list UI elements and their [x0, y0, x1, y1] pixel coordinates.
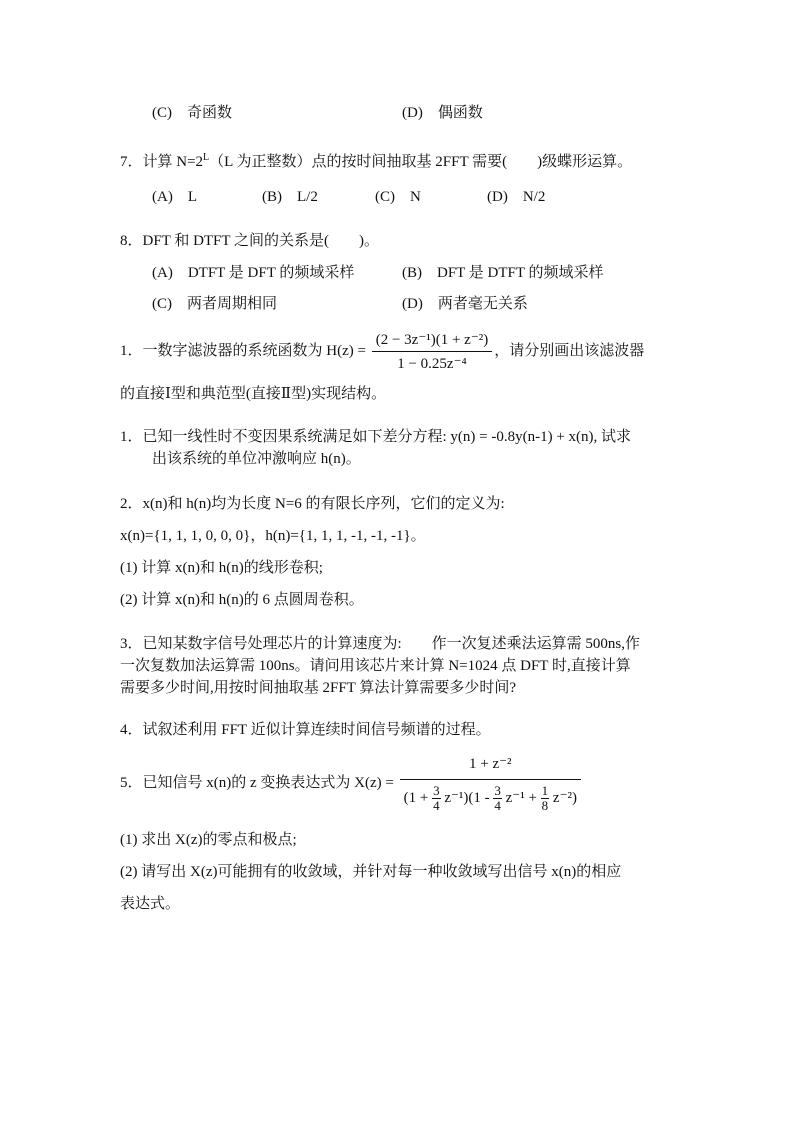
- calc-q4-line1: 4．试叙述利用 FFT 近似计算连续时间信号频谱的过程。: [120, 722, 491, 738]
- den-frac-c-den: 8: [541, 798, 549, 813]
- transfer-function-fraction: [372, 330, 493, 373]
- ztransform-fraction: [400, 754, 581, 813]
- den-frac-a-den: 4: [433, 798, 440, 813]
- den-part-d: z⁻²): [552, 789, 577, 806]
- calc-q3-line1: 3．已知某数字信号处理芯片的计算速度为: 作一次复述乘法运算需 500ns,作: [120, 636, 641, 652]
- calc-q2-line3: (1) 计算 x(n)和 h(n)的线形卷积;: [120, 560, 323, 576]
- den-part-c: z⁻¹ +: [505, 789, 537, 806]
- q8-option-c: (C) 两者周期相同: [152, 296, 277, 312]
- q7-option-b: (B) L/2: [262, 189, 318, 205]
- transfer-function-denominator: 1 − 0.25z⁻⁴: [397, 356, 467, 372]
- q7-option-c: (C) N: [375, 189, 421, 205]
- q8-option-b: (B) DFT 是 DTFT 的频域采样: [402, 265, 604, 281]
- q6-option-d: (D) 偶函数: [402, 105, 483, 121]
- den-frac-c-num: 1: [541, 783, 549, 798]
- q7-option-a: (A) L: [152, 189, 197, 205]
- calc-q2-line4: (2) 计算 x(n)和 h(n)的 6 点圆周卷积。: [120, 592, 364, 608]
- transfer-function-numerator: (2 − 3z⁻¹)(1 + z⁻²): [372, 330, 493, 352]
- q7-stem-post: （L 为正整数）点的按时间抽取基 2FFT 需要( )级蝶形运算。: [209, 154, 633, 170]
- calc-q3-line2: 一次复数加法运算需 100ns。请问用该芯片来计算 N=1024 点 DFT 时,直接计算: [120, 658, 631, 674]
- calc-q5-pre: 5．已知信号 x(n)的 z 变换表达式为 X(z) =: [120, 774, 394, 791]
- den-frac-b-den: 4: [494, 798, 501, 813]
- design-q1-line1: [120, 330, 644, 373]
- den-part-a: (1 +: [403, 789, 429, 806]
- q6-option-c: (C) 奇函数: [152, 105, 232, 121]
- q7-stem-pre: 7．计算 N=2: [120, 154, 204, 170]
- calc-q2-line1: 2．x(n)和 h(n)均为长度 N=6 的有限长序列，它们的定义为:: [120, 496, 505, 512]
- calc-q5-sub2-line1: (2) 请写出 X(z)可能拥有的收敛域，并针对每一种收敛域写出信号 x(n)的相应: [120, 864, 622, 880]
- calc-q5-sub2-line2: 表达式。: [120, 896, 181, 912]
- q7-stem: [120, 148, 632, 172]
- calc-q3-line3: 需要多少时间,用按时间抽取基 2FFT 算法计算需要多少时间?: [120, 680, 516, 696]
- calc-q2-line2: x(n)={1, 1, 1, 0, 0, 0}，h(n)={1, 1, 1, -1, -1, -1}。: [120, 528, 426, 544]
- den-frac-a-num: 3: [433, 783, 440, 798]
- calc-q1-line2: 出该系统的单位冲激响应 h(n)。: [152, 451, 361, 467]
- q8-option-d: (D) 两者毫无关系: [402, 296, 528, 312]
- q8-option-a: (A) DTFT 是 DFT 的频域采样: [152, 265, 355, 281]
- calc-q1-line1: 1．已知一线性时不变因果系统满足如下差分方程: y(n) = -0.8y(n-1) + x(n), 试求: [120, 429, 632, 445]
- calc-q5-line1: [120, 754, 583, 813]
- ztransform-denominator: [400, 780, 581, 813]
- calc-q5-sub1: (1) 求出 X(z)的零点和极点;: [120, 832, 297, 848]
- den-frac-b-num: 3: [494, 783, 501, 798]
- design-q1-pre: 1．一数字滤波器的系统函数为 H(z) =: [120, 342, 366, 359]
- q7-stem-sup: L: [203, 152, 210, 163]
- den-part-b: z⁻¹)(1 -: [444, 789, 490, 806]
- den-frac-1-8: [541, 784, 550, 813]
- q7-option-d: (D) N/2: [487, 189, 546, 205]
- den-frac-3-4-b: [493, 784, 502, 813]
- design-q1-post: ，请分别画出该滤波器: [494, 342, 645, 359]
- q8-stem: 8．DFT 和 DTFT 之间的关系是( )。: [120, 233, 380, 249]
- den-frac-3-4-a: [432, 784, 441, 813]
- design-q1-line2: 的直接Ⅰ型和典范型(直接Ⅱ型)实现结构。: [120, 386, 387, 402]
- ztransform-numerator: 1 + z⁻²: [400, 754, 581, 780]
